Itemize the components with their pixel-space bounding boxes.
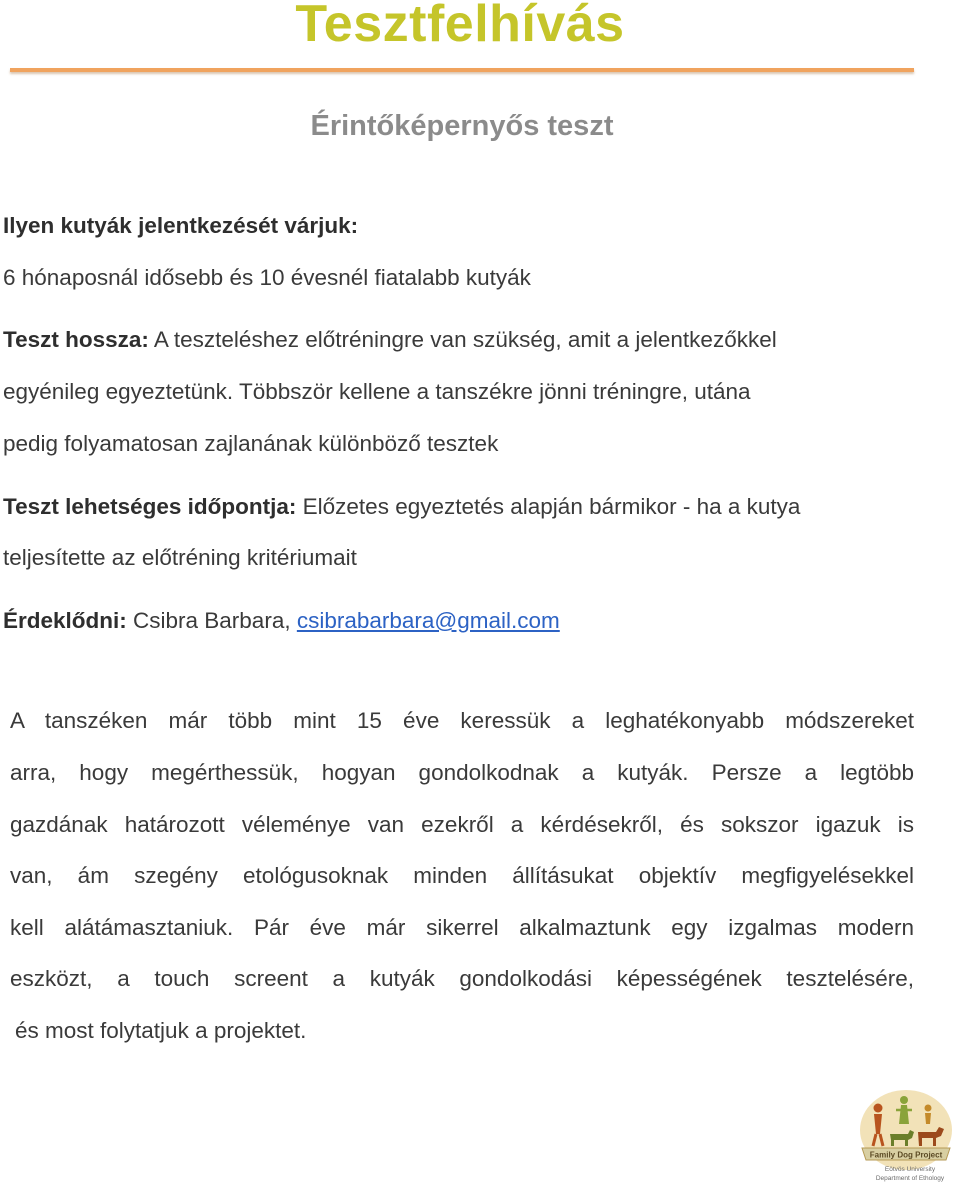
contact-name: Csibra Barbara, (126, 608, 297, 633)
description-line-3: gazdának határozott véleménye van ezekről a kérdésekről, és sokszor igazuk is (10, 812, 914, 837)
length-label: Teszt hossza: (3, 327, 149, 352)
time-text-1: Előzetes egyeztetés alapján bármikor - ha a kutya (296, 494, 801, 519)
page-subtitle: Érintőképernyős teszt (310, 110, 614, 142)
description-line-4: van, ám szegény etológusoknak minden állításukat objektív megfigyelésekkel (10, 863, 914, 888)
length-text-3: pedig folyamatosan zajlanának különböző tesztek (3, 431, 499, 456)
description-line-2: arra, hogy megérthessük, hogyan gondolkodnak a kutyák. Persze a legtöbb (10, 760, 914, 785)
logo-line-1: Eötvös University (884, 1166, 936, 1173)
time-label: Teszt lehetséges időpontja: (3, 494, 297, 519)
length-line-1 (3, 327, 777, 353)
family-dog-project-logo (856, 1088, 956, 1187)
length-text-1: A teszteléshez előtréningre van szükség, amit a jelentkezőkkel (148, 327, 777, 352)
time-text-2: teljesítette az előtréning kritériumait (3, 545, 357, 570)
logo-line-2: Department of Ethology (875, 1175, 945, 1182)
description-line-6: eszközt, a touch screent a kutyák gondolkodási képességének tesztelésére, (10, 966, 914, 991)
contact-email-link[interactable]: csibrabarbara@gmail.com (296, 608, 560, 633)
dogs-text: 6 hónaposnál idősebb és 10 évesnél fiatalabb kutyák (3, 265, 531, 290)
dogs-label: Ilyen kutyák jelentkezését várjuk: (3, 213, 359, 238)
contact-line (3, 608, 560, 634)
length-text-2: egyénileg egyeztetünk. Többször kellene a tanszékre jönni tréningre, utána (3, 379, 751, 404)
description-line-1: A tanszéken már több mint 15 éve keressük a leghatékonyabb módszereket (10, 708, 914, 733)
logo-name: Family Dog Project (869, 1150, 943, 1160)
description-line-5: kell alátámasztaniuk. Pár éve már sikerrel alkalmaztunk egy izgalmas modern (10, 915, 914, 940)
page-title: Tesztfelhívás (295, 0, 625, 53)
title-divider (10, 68, 914, 72)
contact-label: Érdeklődni: (3, 608, 127, 633)
time-line-1 (3, 494, 800, 520)
description-line-7: és most folytatjuk a projektet. (15, 1018, 307, 1043)
dogs-label-line (3, 213, 358, 239)
